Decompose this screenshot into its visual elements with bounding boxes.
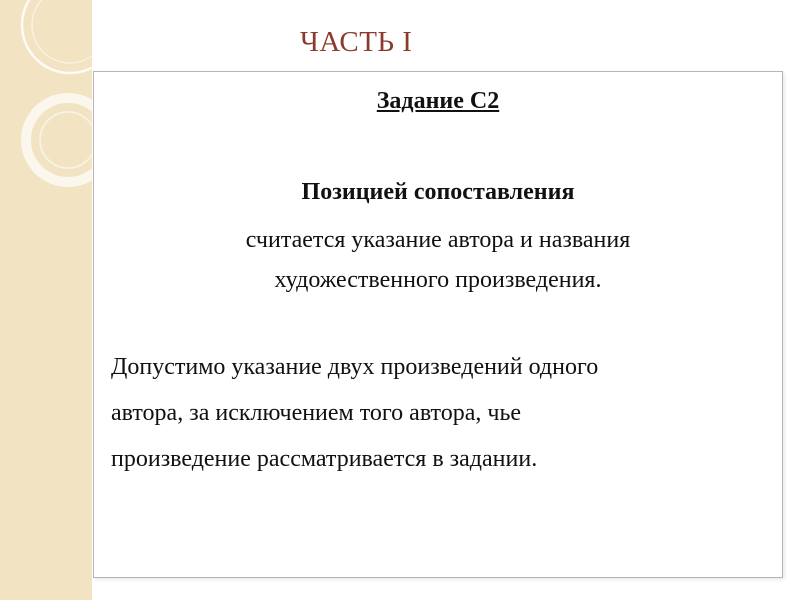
note-line: произведение рассматривается в задании. — [111, 446, 538, 472]
decorative-side-band — [0, 0, 92, 600]
slide-title: ЧАСТЬ I — [300, 26, 413, 58]
definition-term: Позицией сопоставления — [301, 179, 575, 205]
note-block — [111, 344, 771, 482]
definition-line: художественного произведения. — [274, 267, 602, 293]
note-line: Допустимо указание двух произведений одного — [111, 354, 599, 380]
definition-line: считается указание автора и названия — [245, 227, 631, 253]
content-box — [93, 71, 783, 578]
definition-block — [94, 176, 782, 300]
task-heading: Задание С2 — [376, 88, 500, 114]
decorative-circles-icon — [0, 0, 92, 600]
note-line: автора, за исключением того автора, чье — [111, 400, 522, 426]
